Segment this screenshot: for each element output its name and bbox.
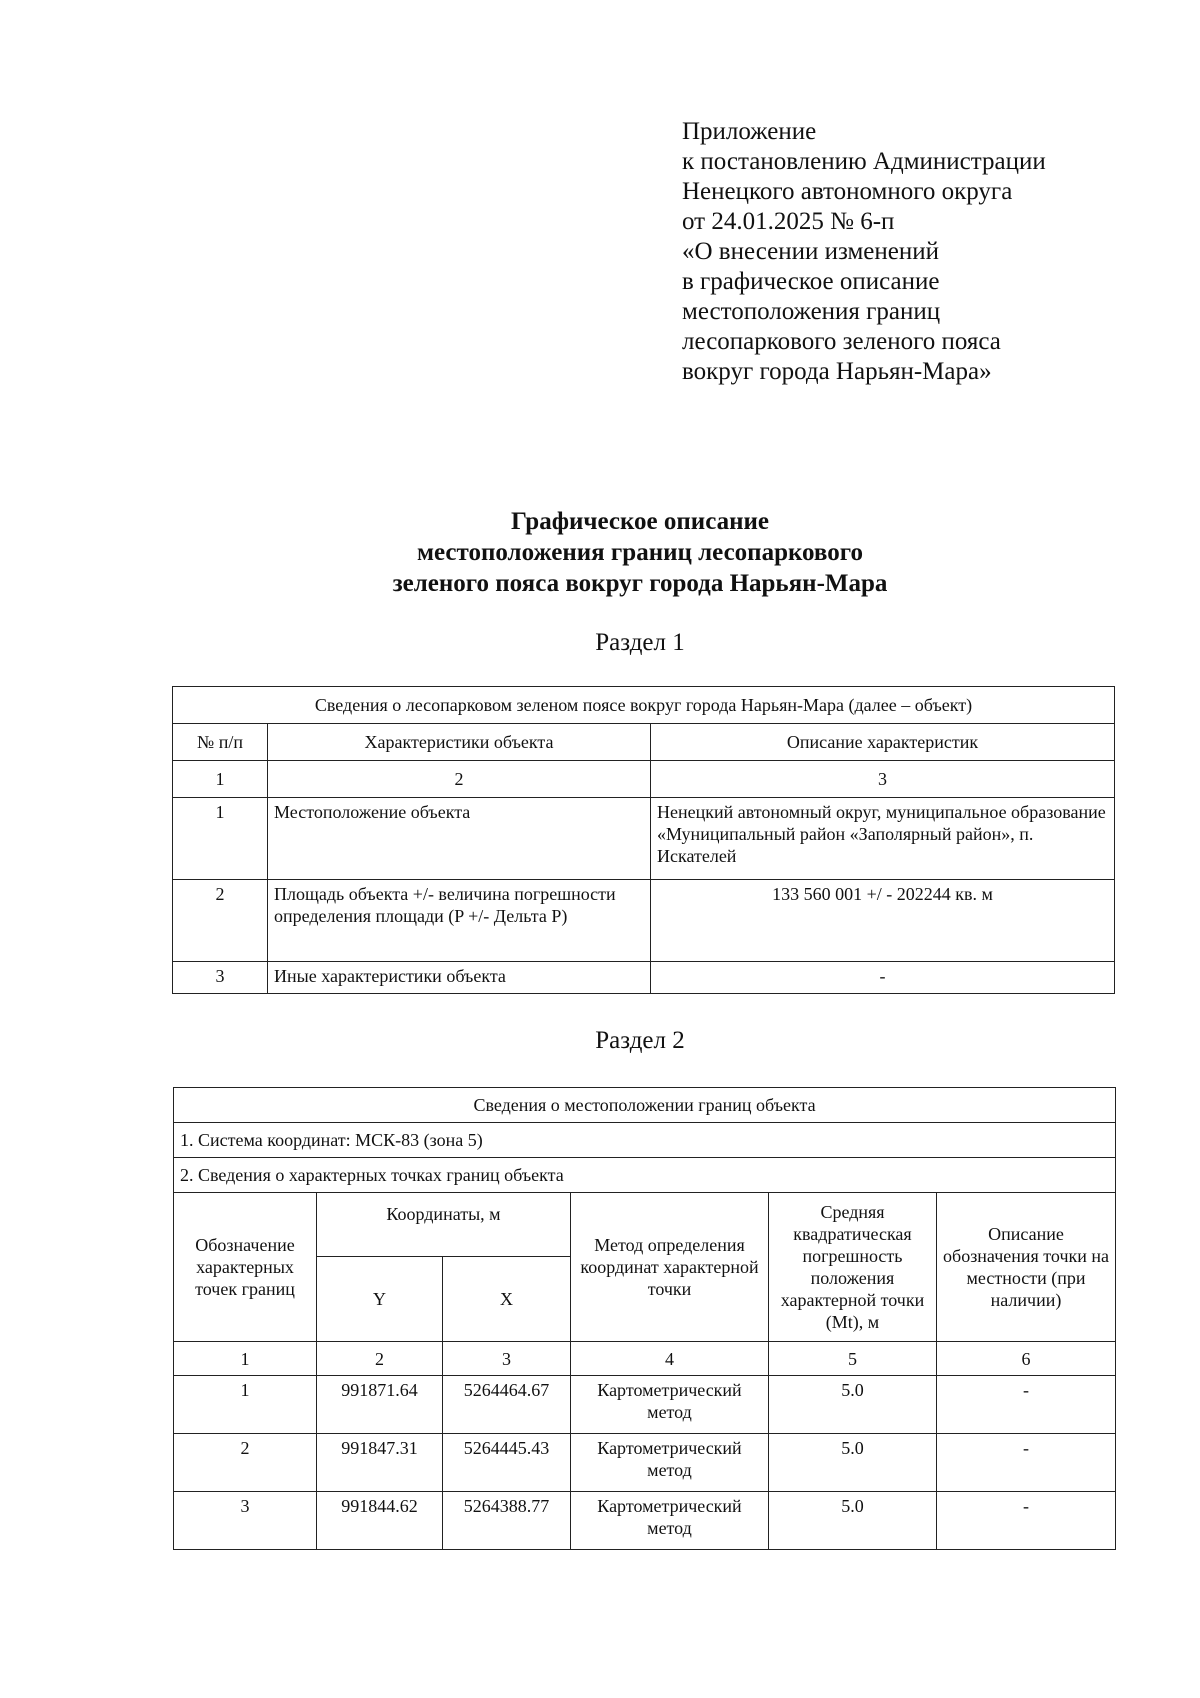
y-coordinate: 991844.62	[317, 1492, 443, 1550]
table-row	[173, 962, 1115, 994]
title-line: местоположения границ лесопаркового	[417, 539, 863, 566]
header-error: Средняя квадратическая погрешность положения характерной точки (Mt), м	[769, 1193, 937, 1342]
characteristic-name: Местоположение объекта	[268, 798, 651, 880]
appendix-line: лесопаркового зеленого пояса	[682, 328, 1001, 355]
method: Картометрический метод	[571, 1376, 769, 1434]
appendix-line: вокруг города Нарьян-Мара»	[682, 358, 992, 385]
characteristic-value: -	[651, 962, 1115, 994]
points-title: 2. Сведения о характерных точках границ объекта	[174, 1158, 1116, 1193]
mean-error: 5.0	[769, 1376, 937, 1434]
appendix-line: «О внесении изменений	[682, 238, 940, 265]
method: Картометрический метод	[571, 1434, 769, 1492]
table-row	[174, 1492, 1116, 1550]
x-coordinate: 5264388.77	[443, 1492, 571, 1550]
appendix-line: Приложение	[682, 118, 817, 145]
column-header: Характеристики объекта	[268, 724, 651, 761]
table-row	[174, 1434, 1116, 1492]
boundary-points-table	[173, 1087, 1116, 1550]
column-number: 2	[268, 761, 651, 798]
header-point: Обозначение характерных точек границ	[174, 1193, 317, 1342]
column-number: 5	[769, 1342, 937, 1376]
appendix-line: местоположения границ	[682, 298, 941, 325]
section-1-heading: Раздел 1	[595, 629, 685, 656]
appendix-line: от 24.01.2025 № 6-п	[682, 208, 895, 235]
header-y: Y	[317, 1257, 443, 1342]
column-number: 1	[174, 1342, 317, 1376]
method: Картометрический метод	[571, 1492, 769, 1550]
appendix-line: к постановлению Администрации	[682, 148, 1046, 175]
y-coordinate: 991871.64	[317, 1376, 443, 1434]
row-number: 2	[173, 880, 268, 962]
y-coordinate: 991847.31	[317, 1434, 443, 1492]
table-row	[174, 1376, 1116, 1434]
column-number: 3	[651, 761, 1115, 798]
table-row	[173, 798, 1115, 880]
column-number: 4	[571, 1342, 769, 1376]
coordinate-system: 1. Система координат: МСК-83 (зона 5)	[174, 1123, 1116, 1158]
section-2-heading: Раздел 2	[595, 1027, 685, 1054]
appendix-line: в графическое описание	[682, 268, 940, 295]
characteristic-value: Ненецкий автономный округ, муниципальное образование «Муниципальный район «Заполярный район», п. Искателей	[651, 798, 1115, 880]
title-line: зеленого пояса вокруг города Нарьян-Мара	[392, 570, 888, 597]
table-row	[173, 880, 1115, 962]
column-header: № п/п	[173, 724, 268, 761]
characteristic-name: Иные характеристики объекта	[268, 962, 651, 994]
column-number: 2	[317, 1342, 443, 1376]
row-number: 1	[173, 798, 268, 880]
table-caption: Сведения о лесопарковом зеленом поясе вокруг города Нарьян-Мара (далее – объект)	[173, 687, 1115, 724]
object-info-table	[172, 686, 1115, 994]
point-number: 2	[174, 1434, 317, 1492]
header-x: X	[443, 1257, 571, 1342]
header-coordinates: Координаты, м	[317, 1193, 571, 1257]
column-number: 3	[443, 1342, 571, 1376]
header-method: Метод определения координат характерной точки	[571, 1193, 769, 1342]
appendix-line: Ненецкого автономного округа	[682, 178, 1013, 205]
x-coordinate: 5264464.67	[443, 1376, 571, 1434]
appendix-header	[682, 117, 1162, 387]
column-number: 6	[937, 1342, 1116, 1376]
x-coordinate: 5264445.43	[443, 1434, 571, 1492]
header-description: Описание обозначения точки на местности (при наличии)	[937, 1193, 1116, 1342]
mean-error: 5.0	[769, 1434, 937, 1492]
point-number: 1	[174, 1376, 317, 1434]
characteristic-value: 133 560 001 +/ - 202244 кв. м	[651, 880, 1115, 962]
point-description: -	[937, 1492, 1116, 1550]
title-line: Графическое описание	[510, 508, 770, 535]
row-number: 3	[173, 962, 268, 994]
mean-error: 5.0	[769, 1492, 937, 1550]
characteristic-name: Площадь объекта +/- величина погрешности определения площади (P +/- Дельта P)	[268, 880, 651, 962]
table-caption: Сведения о местоположении границ объекта	[174, 1088, 1116, 1123]
column-number: 1	[173, 761, 268, 798]
point-description: -	[937, 1376, 1116, 1434]
point-description: -	[937, 1434, 1116, 1492]
point-number: 3	[174, 1492, 317, 1550]
column-header: Описание характеристик	[651, 724, 1115, 761]
document-title	[200, 506, 1080, 599]
